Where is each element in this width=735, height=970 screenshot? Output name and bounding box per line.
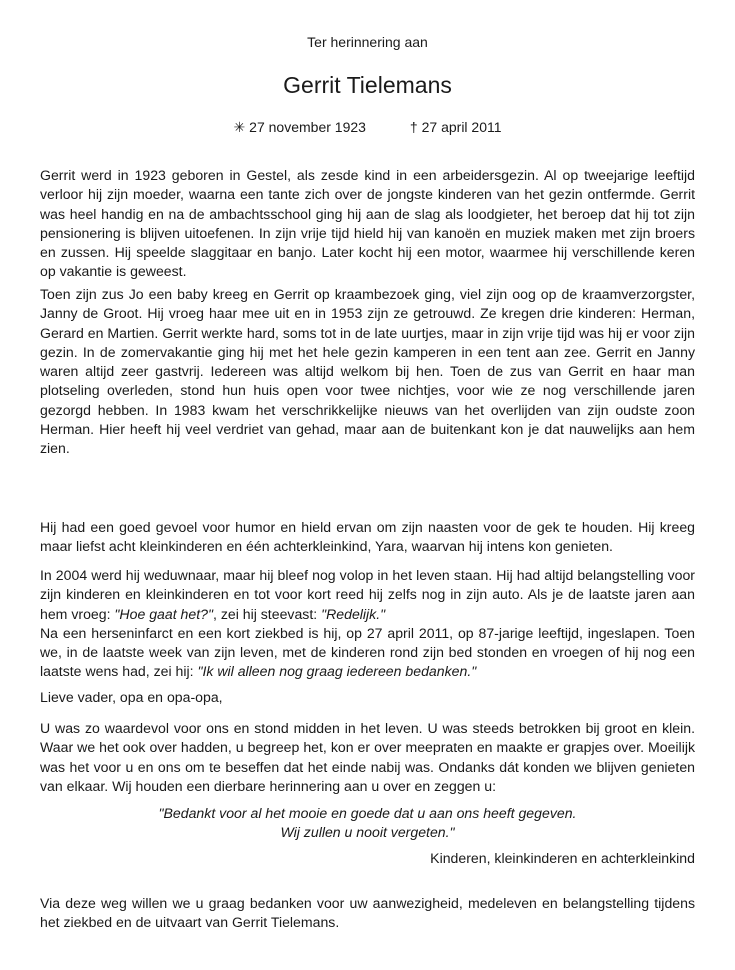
life-dates — [0, 119, 735, 136]
paragraph-humor: Hij had een goed gevoel voor humor en hield ervan om zijn naasten voor de gek te houden. Hij kreeg maar liefst acht kleinkinderen en één achterkleinkind, Yara, waarvan hij intens kon genieten. — [40, 519, 695, 555]
final-days-text: Na een herseninfarct en een kort ziekbed is hij, op 27 april 2011, op 87-jarige leeftijd, ingeslapen. Toen we, in de laatste week van zijn leven, met de kinderen rond zijn bed stonden en vroegen of hij nog een laatste wens had, zei hij: — [40, 624, 695, 680]
paragraph-later-life — [40, 566, 695, 682]
birth-date: 27 november 1923 — [249, 119, 366, 135]
death-date: 27 april 2011 — [421, 119, 502, 135]
paragraph-childhood: Gerrit werd in 1923 geboren in Gestel, als zesde kind in een arbeidersgezin. Al op tweejarige leeftijd verloor hij zijn moeder, waarna een tante zich over de jongste kinderen van het gezin ontfermde. Gerrit was heel handig en na de ambachtsschool ging hij aan de slag als loodgieter, het beroep dat hij tot zijn pensionering is blijven uitoefenen. In zijn vrije tijd hield hij van kanoën en muziek maken met zijn broers en zussen. Hij speelde slaggitaar en banjo. Later kocht hij een motor, waarmee hij verschillende keren op vakantie is geweest. — [40, 167, 695, 280]
farewell-quote-line-2: Wij zullen u nooit vergeten." — [280, 824, 455, 841]
paragraph-thanks: Via deze weg willen we u graag bedanken voor uw aanwezigheid, medeleven en belangstelling tijdens het ziekbed en de uitvaart van Gerrit Tielemans. — [40, 895, 695, 931]
farewell-quote-line-1: "Bedankt voor al het mooie en goede dat u aan ons heeft gegeven. — [158, 805, 577, 821]
later-life-text-1: In 2004 werd hij weduwnaar, maar hij bleef nog volop in het leven staan. Hij had altijd belangstelling voor zijn kinderen en kleinkinderen en tot voor kort reed hij zelfs nog in zijn auto. Als je de laatste jaren aan hem vroeg: — [40, 567, 695, 622]
paragraph-family: Toen zijn zus Jo een baby kreeg en Gerrit op kraambezoek ging, viel zijn oog op de kraamverzorgster, Janny de Groot. Hij vroeg haar mee uit en in 1953 zijn ze getrouwd. Ze kregen drie kinderen: Herman, Gerard en Martien. Gerrit werkte hard, soms tot in de late uurtjes, maar in zijn vrije tijd was hij er voor zijn gezin. In de zomervakantie ging hij met het hele gezin kamperen in een tent aan zee. Gerrit en Janny waren altijd zeer gastvrij. Iedereen was altijd welkom bij hen. Toen de zus van Gerrit en haar man plotseling overleden, stond hun huis open voor twee nichtjes, voor wie ze nog verschillende jaren gezorgd hebben. In 1983 kwam het verschrikkelijke nieuws van het overlijden van zijn oudste zoon Herman. Hier heeft hij veel verdriet van gehad, maar aan de buitenkant kon je dat nauwelijks aan hem zien. — [40, 286, 695, 457]
paragraph-tribute: U was zo waardevol voor ons en stond midden in het leven. U was steeds betrokken bij groot en klein. Waar we het ook over hadden, u begreep het, kon er over meepraten en maakte er grapjes over. Moeilijk was het voor u en ons om te beseffen dat het einde nabij was. Ondanks dát konden we blijven genieten van elkaar. Wij houden een dierbare herinnering aan u over en zeggen u: — [40, 720, 695, 794]
deceased-name: Gerrit Tielemans — [283, 72, 452, 98]
quote-last-wish: "Ik wil alleen nog graag iedereen bedanken." — [197, 663, 477, 680]
quote-hoe-gaat-het: "Hoe gaat het?" — [114, 605, 213, 622]
death-cross-icon: † — [409, 119, 418, 135]
salutation: Lieve vader, opa en opa-opa, — [40, 689, 223, 705]
family-signature: Kinderen, kleinkinderen en achterkleinkind — [430, 850, 695, 866]
later-life-text-2: , zei hij steevast: — [212, 605, 322, 622]
death-date-group — [410, 119, 502, 135]
quote-redelijk: "Redelijk." — [321, 605, 386, 622]
memorial-subtitle: Ter herinnering aan — [307, 34, 428, 50]
birth-date-group — [233, 119, 366, 136]
birth-star-icon: ✳ — [233, 119, 246, 135]
farewell-quote — [40, 804, 695, 843]
